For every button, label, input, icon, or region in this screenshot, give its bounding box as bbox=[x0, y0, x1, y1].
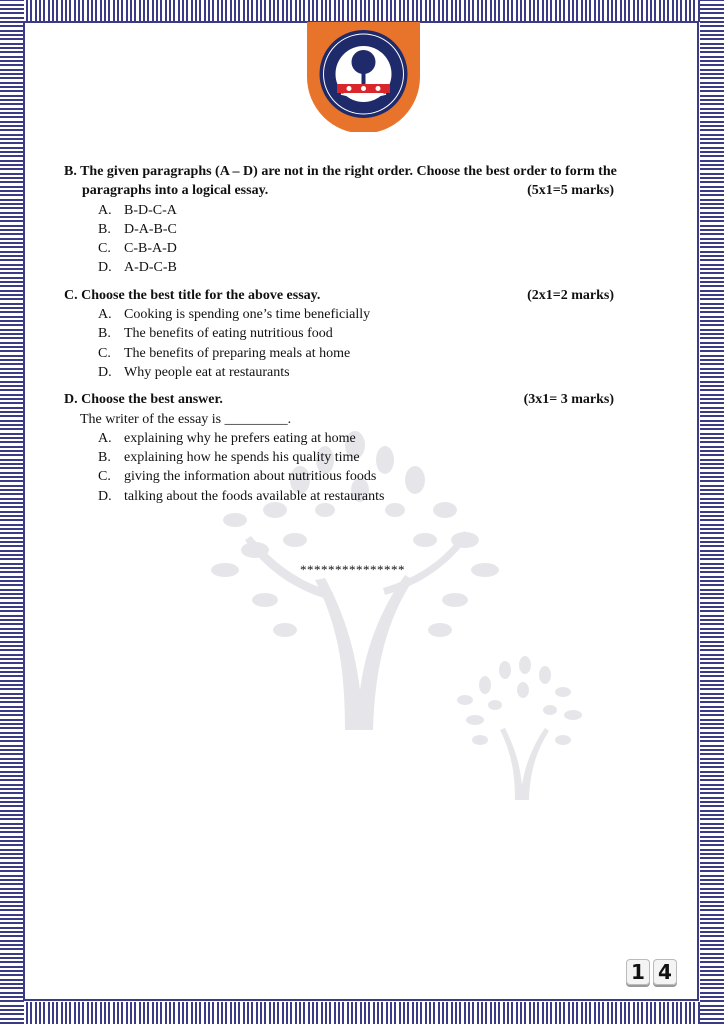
option bbox=[64, 448, 664, 467]
option bbox=[64, 344, 664, 363]
option-letter: B. bbox=[98, 221, 111, 237]
option-letter: B. bbox=[98, 450, 111, 466]
section-b-heading-cont bbox=[64, 181, 664, 200]
option bbox=[64, 220, 664, 239]
section-c-options bbox=[64, 305, 664, 382]
end-separator: *************** bbox=[300, 562, 405, 577]
section-d bbox=[64, 390, 664, 506]
page-digit: 1 bbox=[626, 959, 650, 985]
option-text: giving the information about nutritious foods bbox=[124, 469, 377, 485]
section-d-options bbox=[64, 429, 664, 506]
section-b-instruction-cont: paragraphs into a logical essay. bbox=[82, 183, 269, 199]
section-b-instruction: B. The given paragraphs (A – D) are not in the right order. Choose the best order to form the bbox=[64, 164, 617, 179]
bottom-border bbox=[0, 1002, 724, 1024]
section-b-heading bbox=[64, 162, 664, 181]
option-letter: A. bbox=[98, 307, 112, 323]
section-c-instruction: C. Choose the best title for the above essay. bbox=[64, 287, 321, 303]
option bbox=[64, 258, 664, 277]
option-letter: D. bbox=[98, 260, 112, 276]
section-d-instruction: D. Choose the best answer. bbox=[64, 392, 223, 408]
option-letter: C. bbox=[98, 469, 111, 485]
page-number bbox=[626, 959, 677, 985]
option-text: D-A-B-C bbox=[124, 221, 177, 237]
section-d-marks: (3x1= 3 marks) bbox=[523, 392, 614, 408]
right-border bbox=[700, 0, 724, 1024]
option-text: Why people eat at restaurants bbox=[124, 364, 290, 380]
option-text: B-D-C-A bbox=[124, 202, 177, 218]
option-letter: C. bbox=[98, 241, 111, 257]
section-c bbox=[64, 286, 664, 382]
option-letter: A. bbox=[98, 202, 112, 218]
section-b-options bbox=[64, 201, 664, 278]
option bbox=[64, 363, 664, 382]
option-text: C-B-A-D bbox=[124, 241, 177, 257]
option-text: Cooking is spending one’s time beneficially bbox=[124, 307, 371, 323]
section-c-heading bbox=[64, 286, 664, 305]
option bbox=[64, 201, 664, 220]
option-text: The benefits of preparing meals at home bbox=[124, 345, 351, 361]
page-digit: 4 bbox=[653, 959, 677, 985]
school-logo bbox=[307, 22, 420, 132]
option bbox=[64, 239, 664, 258]
option-text: explaining how he spends his quality time bbox=[124, 450, 360, 466]
section-b-marks: (5x1=5 marks) bbox=[527, 183, 614, 199]
exam-content bbox=[64, 162, 664, 514]
option-text: explaining why he prefers eating at home bbox=[124, 430, 356, 446]
section-d-heading bbox=[64, 390, 664, 409]
option-text: A-D-C-B bbox=[124, 260, 177, 276]
top-border bbox=[0, 0, 724, 22]
option bbox=[64, 429, 664, 448]
option-letter: D. bbox=[98, 364, 112, 380]
left-border bbox=[0, 0, 24, 1024]
option-letter: D. bbox=[98, 488, 112, 504]
option bbox=[64, 467, 664, 486]
option-letter: C. bbox=[98, 345, 111, 361]
option bbox=[64, 305, 664, 324]
option bbox=[64, 487, 664, 506]
option-letter: A. bbox=[98, 430, 112, 446]
section-b bbox=[64, 162, 664, 278]
option-letter: B. bbox=[98, 326, 111, 342]
option-text: talking about the foods available at restaurants bbox=[124, 488, 385, 504]
option-text: The benefits of eating nutritious food bbox=[124, 326, 333, 342]
small-tree-watermark bbox=[445, 640, 595, 800]
section-c-marks: (2x1=2 marks) bbox=[527, 287, 614, 303]
section-d-stem: The writer of the essay is _________. bbox=[80, 411, 292, 427]
option bbox=[64, 324, 664, 343]
